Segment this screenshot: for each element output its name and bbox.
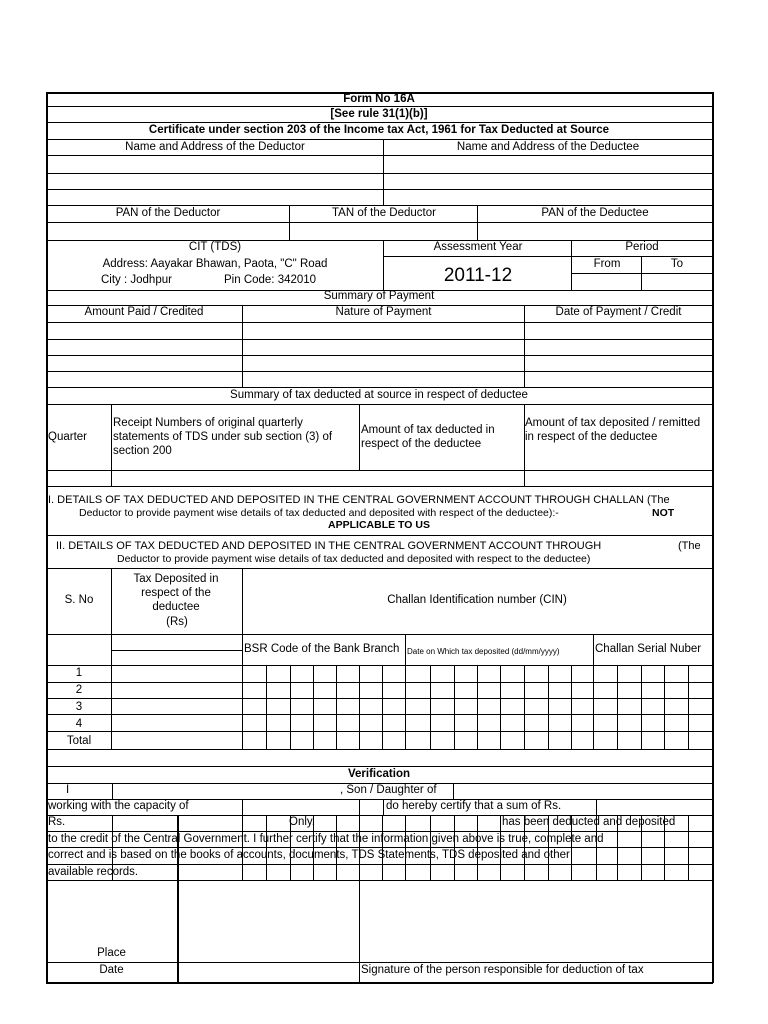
col-tax-deposited: Tax Deposited in respect of the deductee (133, 573, 219, 613)
grid-hline (46, 749, 712, 750)
grid-vline (500, 665, 501, 750)
form-heading: Certificate under section 203 of the Income tax Act, 1961 for Tax Deducted at Source (148, 124, 610, 136)
row-total-label: Total (66, 735, 92, 747)
grid-hline (46, 106, 712, 107)
period-label: Period (625, 241, 659, 253)
signature-label: Signature of the person responsible for deduction of tax (361, 964, 644, 976)
grid-vline (548, 665, 549, 750)
deductor-name-label: Name and Address of the Deductor (125, 141, 305, 153)
form-rule: [See rule 31(1)(b)] (330, 108, 428, 120)
part2-line2: Deductor to provide payment wise details of tax deducted and deposited with respect to the deductee) (117, 553, 591, 565)
grid-hline (46, 831, 712, 832)
grid-vline (454, 665, 455, 750)
grid-vline (359, 799, 360, 983)
row-number-3: 3 (75, 701, 83, 713)
grid-vline (617, 665, 618, 750)
col-bsr-code: BSR Code of the Bank Branch (244, 643, 400, 655)
verification-line4: to the credit of the Central Government. I further certify that the information given above is true, complete and (48, 833, 604, 845)
verification-only: Only. (289, 816, 315, 828)
grid-vline (500, 815, 501, 880)
col-cin: Challan Identification number (CIN) (387, 594, 567, 606)
grid-vline (641, 665, 642, 750)
grid-hline (46, 371, 712, 372)
grid-hline (46, 155, 712, 156)
grid-vline (290, 665, 291, 750)
part1-line1: I. DETAILS OF TAX DEDUCTED AND DEPOSITED IN THE CENTRAL GOVERNMENT ACCOUNT THROUGH CHALLAN (The (48, 494, 670, 506)
grid-vline (688, 815, 689, 880)
grid-hline (46, 486, 712, 487)
verification-capacity: working with the capacity of (48, 800, 189, 812)
part1-line2: Deductor to provide payment wise details of tax deducted and deposited with respect of the deductee):- (79, 507, 559, 519)
grid-vline (453, 783, 454, 799)
verification-son-daughter: , Son / Daughter of (340, 784, 437, 796)
grid-hline (383, 256, 712, 257)
col-date-of-payment: Date of Payment / Credit (555, 306, 682, 318)
grid-vline (177, 815, 178, 880)
row-number-4: 4 (75, 718, 83, 730)
grid-hline (46, 387, 712, 388)
verification-certify: do hereby certify that a sum of Rs. (386, 800, 562, 812)
grid-vline (336, 665, 337, 750)
grid-hline (46, 698, 712, 699)
col-amount-deducted: Amount of tax deducted in respect of the deductee (361, 424, 495, 450)
verification-deducted: has been deducted and deposited (502, 816, 676, 828)
part1-applicable: APPLICABLE TO US (328, 519, 430, 531)
pan-deductee-label: PAN of the Deductee (541, 207, 649, 219)
grid-vline (477, 665, 478, 750)
assessment-year-label: Assessment Year (433, 241, 523, 253)
form-title: Form No 16A (343, 93, 415, 105)
grid-vline (430, 815, 431, 880)
grid-hline (46, 962, 712, 963)
grid-vline (712, 92, 714, 983)
grid-vline (571, 665, 572, 750)
grid-hline (46, 766, 712, 767)
grid-vline (688, 665, 689, 750)
col-deposit-date: Date on Which tax deposited (dd/mm/yyyy) (407, 647, 560, 656)
col-amount-paid: Amount Paid / Credited (84, 306, 204, 318)
grid-hline (46, 568, 712, 569)
grid-hline (46, 665, 712, 666)
verification-line5: correct and is based on the books of accounts, documents, TDS Statements, TDS deposited and other (48, 849, 570, 861)
tds-summary-title: Summary of tax deducted at source in respect of deductee (230, 389, 528, 401)
grid-vline (593, 634, 594, 750)
grid-vline (313, 665, 314, 750)
verification-line6: available records. (48, 866, 139, 878)
grid-hline (46, 634, 712, 635)
col-amount-deposited: Amount of tax deposited / remitted in respect of the deductee (525, 417, 701, 443)
grid-vline (664, 665, 665, 750)
grid-hline (111, 650, 242, 651)
grid-hline (46, 189, 712, 190)
payment-summary-title: Summary of Payment (323, 290, 435, 302)
grid-vline (112, 783, 113, 799)
row-number-1: 1 (75, 667, 83, 679)
grid-hline (46, 864, 712, 865)
grid-vline (336, 815, 337, 880)
verification-title: Verification (348, 768, 410, 780)
grid-vline (477, 815, 478, 880)
col-quarter: Quarter (48, 431, 87, 443)
part1-not: NOT (652, 507, 675, 519)
grid-vline (266, 665, 267, 750)
row-number-2: 2 (75, 684, 83, 696)
cit-city: City : Jodhpur (101, 274, 172, 286)
col-tax-unit: (Rs) (166, 616, 188, 628)
grid-vline (382, 815, 383, 880)
place-label: Place (97, 947, 126, 959)
col-nature-of-payment: Nature of Payment (335, 306, 432, 318)
grid-vline (242, 815, 243, 880)
grid-vline (266, 815, 267, 880)
grid-hline (46, 322, 712, 323)
cit-title: CIT (TDS) (188, 241, 242, 253)
verification-i: I (66, 784, 70, 796)
grid-hline (46, 535, 712, 536)
col-receipt-numbers: Receipt Numbers of original quarterly statements of TDS under sub section (3) of section 200 (113, 417, 333, 457)
grid-hline (46, 714, 712, 715)
verification-rs: Rs. (48, 816, 66, 828)
grid-vline (405, 634, 406, 750)
grid-vline (454, 815, 455, 880)
grid-vline (383, 799, 384, 815)
grid-hline (46, 682, 712, 683)
grid-vline (382, 665, 383, 750)
grid-hline (46, 982, 713, 984)
grid-vline (524, 665, 525, 750)
deductee-name-label: Name and Address of the Deductee (456, 141, 640, 153)
grid-hline (46, 355, 712, 356)
grid-vline (405, 815, 406, 880)
grid-hline (46, 173, 712, 174)
cit-address: Address: Aayakar Bhawan, Paota, "C" Road (102, 258, 328, 270)
period-to-label: To (670, 258, 684, 270)
grid-hline (46, 122, 712, 123)
grid-vline (359, 665, 360, 750)
col-sno: S. No (64, 594, 94, 606)
col-challan-serial: Challan Serial Nuber (595, 643, 702, 655)
date-label: Date (99, 964, 124, 976)
grid-hline (46, 731, 712, 732)
grid-hline (46, 139, 712, 140)
part2-line1: II. DETAILS OF TAX DEDUCTED AND DEPOSITED IN THE CENTRAL GOVERNMENT ACCOUNT THROUGH (56, 540, 602, 552)
grid-hline (46, 339, 712, 340)
grid-hline (46, 205, 712, 206)
tan-deductor-label: TAN of the Deductor (332, 207, 436, 219)
grid-hline (46, 404, 712, 405)
part2-the: (The (678, 540, 701, 552)
grid-hline (46, 880, 712, 881)
assessment-year-value: 2011-12 (443, 265, 513, 286)
grid-vline (242, 665, 243, 750)
grid-vline (596, 799, 597, 815)
grid-hline (46, 847, 712, 848)
cit-pin: Pin Code: 342010 (224, 274, 317, 286)
grid-vline (111, 404, 112, 486)
period-from-label: From (593, 258, 621, 270)
pan-deductor-label: PAN of the Deductor (115, 207, 221, 219)
grid-hline (46, 222, 712, 223)
grid-vline (430, 665, 431, 750)
grid-hline (46, 470, 712, 471)
grid-vline (242, 799, 243, 815)
